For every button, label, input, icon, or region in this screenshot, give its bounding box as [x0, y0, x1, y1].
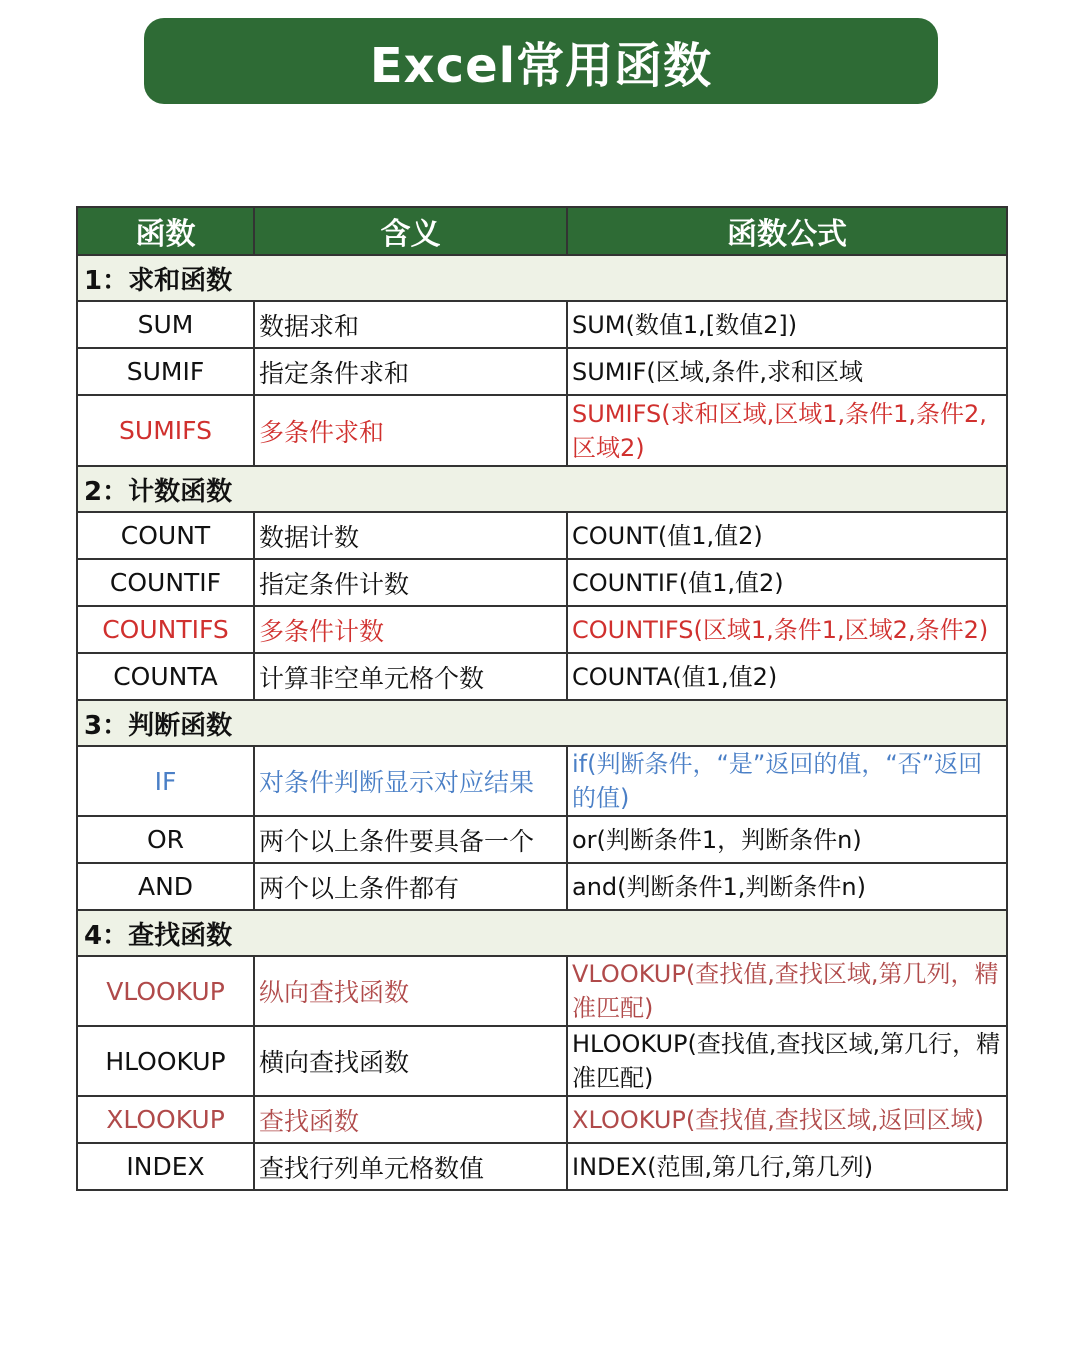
formula-cell: COUNT(值1,值2) [567, 512, 1007, 559]
section-row [77, 466, 1007, 512]
table-row [77, 395, 1007, 466]
table-row [77, 1143, 1007, 1190]
table-row [77, 301, 1007, 348]
function-name-cell: SUMIF [77, 348, 254, 395]
table-row [77, 512, 1007, 559]
meaning-cell: 数据求和 [254, 301, 567, 348]
formula-cell: VLOOKUP(查找值,查找区域,第几列，精准匹配) [567, 956, 1007, 1026]
section-label: 2：计数函数 [77, 466, 1007, 512]
function-name-cell: INDEX [77, 1143, 254, 1190]
formula-cell: INDEX(范围,第几行,第几列) [567, 1143, 1007, 1190]
meaning-cell: 多条件计数 [254, 606, 567, 653]
formula-cell: HLOOKUP(查找值,查找区域,第几行，精准匹配) [567, 1026, 1007, 1096]
function-name-cell: HLOOKUP [77, 1026, 254, 1096]
formula-cell: SUMIF(区域,条件,求和区域 [567, 348, 1007, 395]
table-row [77, 863, 1007, 910]
meaning-cell: 数据计数 [254, 512, 567, 559]
table-row [77, 816, 1007, 863]
formula-cell: SUMIFS(求和区域,区域1,条件1,条件2,区域2) [567, 395, 1007, 466]
function-name-cell: COUNTIFS [77, 606, 254, 653]
meaning-cell: 查找函数 [254, 1096, 567, 1143]
formula-cell: or(判断条件1，判断条件n) [567, 816, 1007, 863]
header-function: 函数 [77, 207, 254, 255]
formula-cell: SUM(数值1,[数值2]) [567, 301, 1007, 348]
page-title: Excel常用函数 [144, 18, 938, 104]
function-name-cell: OR [77, 816, 254, 863]
table-row [77, 956, 1007, 1026]
formula-cell: COUNTIF(值1,值2) [567, 559, 1007, 606]
table-body [77, 255, 1007, 1190]
function-name-cell: VLOOKUP [77, 956, 254, 1026]
table-row [77, 1096, 1007, 1143]
formula-cell: XLOOKUP(查找值,查找区域,返回区域) [567, 1096, 1007, 1143]
header-row [77, 207, 1007, 255]
function-name-cell: AND [77, 863, 254, 910]
function-name-cell: IF [77, 746, 254, 816]
formula-cell: if(判断条件，“是”返回的值，“否”返回的值) [567, 746, 1007, 816]
function-name-cell: SUMIFS [77, 395, 254, 466]
meaning-cell: 两个以上条件都有 [254, 863, 567, 910]
meaning-cell: 两个以上条件要具备一个 [254, 816, 567, 863]
meaning-cell: 指定条件计数 [254, 559, 567, 606]
table-row [77, 653, 1007, 700]
function-name-cell: COUNTIF [77, 559, 254, 606]
table-row [77, 559, 1007, 606]
formula-cell: COUNTA(值1,值2) [567, 653, 1007, 700]
meaning-cell: 横向查找函数 [254, 1026, 567, 1096]
section-row [77, 910, 1007, 956]
header-formula: 函数公式 [567, 207, 1007, 255]
table-row [77, 1026, 1007, 1096]
section-row [77, 700, 1007, 746]
function-name-cell: COUNT [77, 512, 254, 559]
function-name-cell: SUM [77, 301, 254, 348]
table-row [77, 606, 1007, 653]
section-label: 3：判断函数 [77, 700, 1007, 746]
table-row [77, 348, 1007, 395]
section-row [77, 255, 1007, 301]
header-meaning: 含义 [254, 207, 567, 255]
meaning-cell: 对条件判断显示对应结果 [254, 746, 567, 816]
formula-cell: and(判断条件1,判断条件n) [567, 863, 1007, 910]
section-label: 4：查找函数 [77, 910, 1007, 956]
function-name-cell: XLOOKUP [77, 1096, 254, 1143]
meaning-cell: 多条件求和 [254, 395, 567, 466]
meaning-cell: 指定条件求和 [254, 348, 567, 395]
meaning-cell: 计算非空单元格个数 [254, 653, 567, 700]
formula-cell: COUNTIFS(区域1,条件1,区域2,条件2) [567, 606, 1007, 653]
functions-table [76, 206, 1008, 1191]
table-row [77, 746, 1007, 816]
meaning-cell: 查找行列单元格数值 [254, 1143, 567, 1190]
meaning-cell: 纵向查找函数 [254, 956, 567, 1026]
function-name-cell: COUNTA [77, 653, 254, 700]
section-label: 1：求和函数 [77, 255, 1007, 301]
